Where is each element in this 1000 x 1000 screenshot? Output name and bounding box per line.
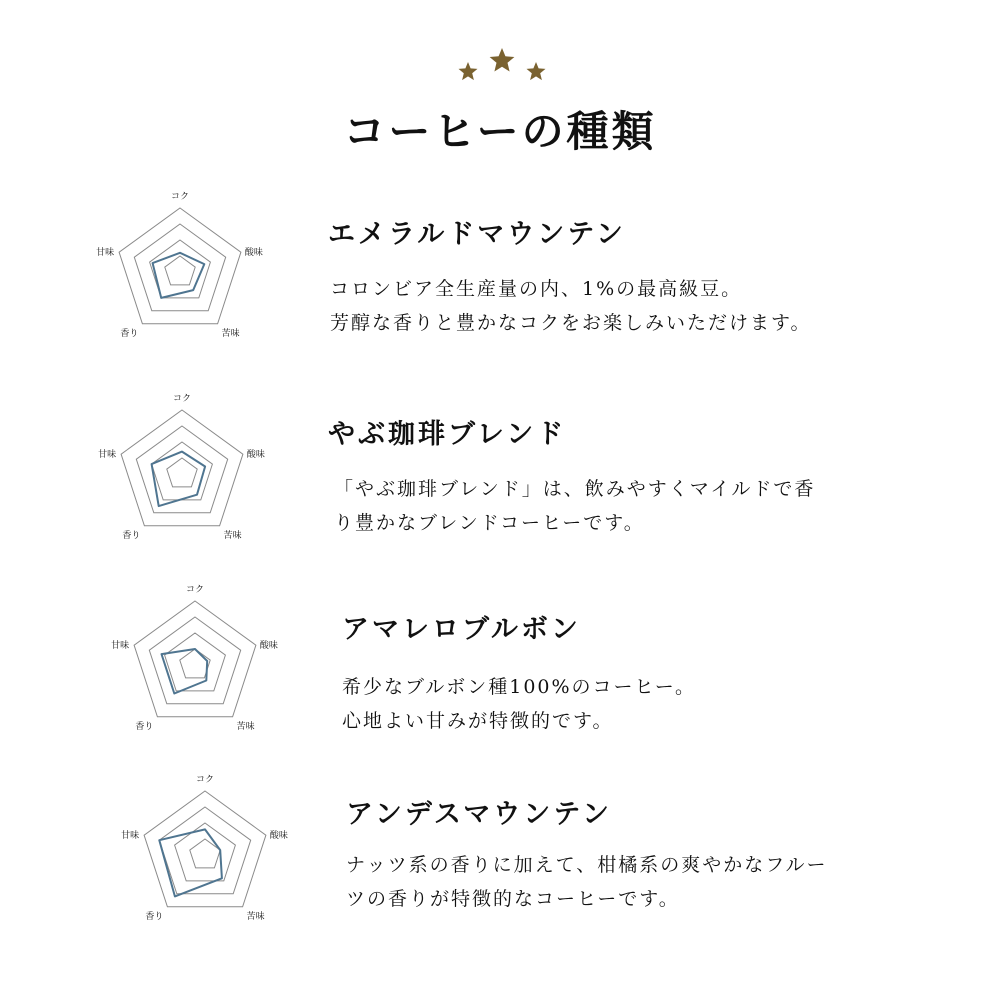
coffee-description — [330, 272, 811, 340]
radar-grid-ring — [165, 633, 226, 691]
axis-label-acidity: 酸味 — [244, 248, 263, 259]
coffee-description — [346, 848, 827, 916]
description-line: 芳醇な香りと豊かなコクをお楽しみいただけます。 — [330, 312, 812, 334]
radar-value-shape — [153, 253, 205, 298]
description-line: り豊かなブレンドコーヒーです。 — [334, 512, 645, 534]
radar-value-shape — [162, 649, 208, 694]
radar-value-shape — [152, 452, 206, 507]
axis-label-acidity: 酸味 — [259, 641, 278, 652]
radar-svg — [121, 773, 288, 933]
axis-label-aroma: 香り — [145, 911, 164, 922]
description-line: コロンビア全生産量の内、1%の最高級豆。 — [330, 278, 743, 300]
axis-label-koku: コク — [172, 394, 192, 404]
axis-label-koku: コク — [185, 585, 205, 595]
axis-label-sweetness: 甘味 — [96, 248, 115, 259]
coffee-description — [334, 472, 815, 540]
axis-label-aroma: 香り — [120, 328, 139, 339]
axis-label-bitterness: 苦味 — [236, 721, 255, 732]
axis-label-koku: コク — [170, 192, 190, 202]
coffee-name: アンデスマウンテン — [346, 799, 612, 830]
description-line: ナッツ系の香りに加えて、柑橘系の爽やかなフルー — [346, 854, 828, 876]
axis-label-aroma: 香り — [135, 721, 154, 732]
coffee-name: アマレロブルボン — [342, 614, 581, 645]
radar-svg — [96, 190, 263, 350]
taste-radar-chart — [98, 392, 265, 552]
axis-label-acidity: 酸味 — [269, 831, 288, 842]
star-icon — [490, 48, 515, 72]
axis-label-aroma: 香り — [122, 530, 141, 541]
coffee-name: やぶ珈琲ブレンド — [328, 419, 567, 450]
three-stars-icon — [450, 44, 554, 94]
star-icon — [527, 62, 546, 80]
coffee-description — [342, 670, 696, 738]
taste-radar-chart — [121, 773, 288, 933]
description-line: ツの香りが特徴的なコーヒーです。 — [346, 888, 680, 910]
page-title: コーヒーの種類 — [343, 107, 657, 156]
radar-svg — [111, 583, 278, 743]
taste-radar-chart — [96, 190, 263, 350]
radar-grid-ring — [175, 823, 236, 881]
axis-label-koku: コク — [195, 775, 215, 785]
axis-label-bitterness: 苦味 — [223, 530, 242, 541]
taste-radar-chart — [111, 583, 278, 743]
axis-label-bitterness: 苦味 — [246, 911, 265, 922]
axis-label-sweetness: 甘味 — [111, 641, 130, 652]
description-line: 心地よい甘みが特徴的です。 — [342, 710, 614, 732]
radar-grid-ring — [167, 458, 197, 487]
radar-grid-ring — [165, 256, 195, 285]
axis-label-bitterness: 苦味 — [221, 328, 240, 339]
axis-label-acidity: 酸味 — [246, 450, 265, 461]
radar-value-shape — [159, 829, 222, 896]
axis-label-sweetness: 甘味 — [98, 450, 117, 461]
description-line: 「やぶ珈琲ブレンド」は、飲みやすくマイルドで香 — [334, 478, 816, 500]
radar-svg — [98, 392, 265, 552]
coffee-name: エメラルドマウンテン — [328, 219, 626, 250]
axis-label-sweetness: 甘味 — [121, 831, 140, 842]
star-icon — [459, 62, 478, 80]
description-line: 希少なブルボン種100%のコーヒー。 — [342, 676, 697, 698]
